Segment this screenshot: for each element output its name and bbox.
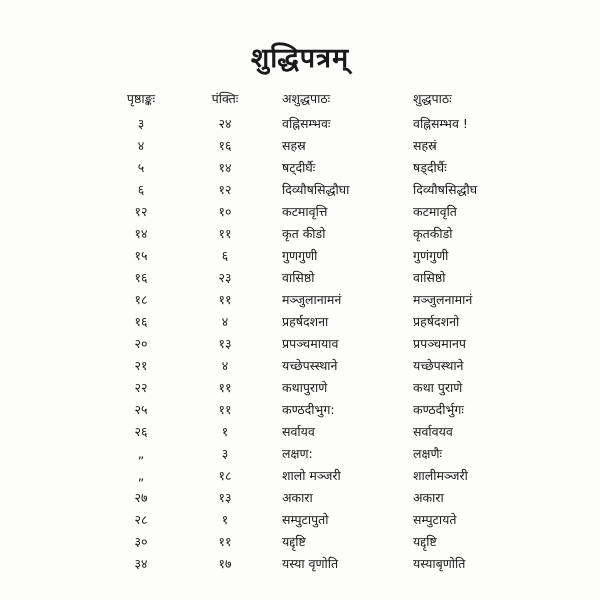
page-number: २० [134, 336, 148, 351]
table-row [0, 267, 600, 289]
incorrect-reading: गुणगुणी [282, 248, 318, 263]
correct-reading: यच्छेपस्थाने [413, 358, 464, 373]
incorrect-reading: अकारा [282, 490, 313, 505]
table-header [0, 88, 600, 110]
incorrect-reading: यद्दृष्टि [282, 534, 306, 549]
table-row [0, 201, 600, 223]
header-page-number: पृष्ठाङ्कः [126, 91, 156, 106]
table-row [0, 355, 600, 377]
incorrect-reading: सर्वायव [282, 424, 315, 439]
incorrect-reading: वासिष्ठो [282, 270, 315, 285]
page-number: ५ [137, 160, 145, 175]
page-number: १६ [134, 314, 148, 329]
incorrect-reading: लक्षण: [282, 446, 313, 461]
table-row [0, 223, 600, 245]
incorrect-reading: शालो मञ्जरी [282, 468, 341, 483]
incorrect-reading: कण्ठदीभुग: [282, 402, 335, 417]
correct-reading: वासिष्ठो [413, 270, 446, 285]
page-number: „ [137, 446, 145, 461]
correct-reading: सम्पुटायते [413, 512, 457, 527]
incorrect-reading: प्रपञ्चमायाव [282, 336, 339, 351]
table-row [0, 531, 600, 553]
table-row [0, 311, 600, 333]
header-line-number: पंक्तिः [211, 91, 239, 106]
incorrect-reading: सम्पुटापुतो [282, 512, 329, 527]
page-number: १६ [134, 270, 148, 285]
incorrect-reading: कृत कीडो [282, 226, 326, 241]
line-number: १७ [218, 556, 232, 571]
page-number: „ [137, 468, 145, 483]
line-number: ३ [221, 446, 229, 461]
page-title: शुद्धिपत्रम् [250, 43, 350, 74]
incorrect-reading: कथापुराणे [282, 380, 328, 395]
line-number: १८ [218, 468, 232, 483]
correct-reading: सर्वावयव [413, 424, 453, 439]
line-number: ११ [218, 292, 232, 307]
correct-reading: प्रहर्षदशनो [413, 314, 460, 329]
page-number: १४ [134, 226, 148, 241]
line-number: ४ [221, 358, 229, 373]
incorrect-reading: सहस्र [282, 138, 306, 153]
correct-reading: अकारा [413, 490, 444, 505]
correct-reading: यस्याबृणोति [413, 556, 466, 571]
correct-reading: शालीमञ्जरी [413, 468, 468, 483]
table-row [0, 245, 600, 267]
incorrect-reading: मञ्जुलानामनं [282, 292, 342, 307]
page-number: ३४ [134, 556, 148, 571]
correct-reading: वह्निसम्भव ! [413, 116, 468, 131]
line-number: १४ [218, 160, 232, 175]
correct-reading: प्रपञ्चमानप [413, 336, 466, 351]
table-row [0, 399, 600, 421]
correct-reading: कृतकीडो [413, 226, 453, 241]
page-number: २२ [134, 380, 148, 395]
table-row [0, 289, 600, 311]
table-row [0, 113, 600, 135]
line-number: १ [221, 512, 229, 527]
incorrect-reading: कटमावृत्ति [282, 204, 328, 219]
line-number: ११ [218, 402, 232, 417]
correct-reading: लक्षणैः [413, 446, 443, 461]
incorrect-reading: यस्या वृणोति [282, 556, 339, 571]
page-number: २८ [134, 512, 148, 527]
line-number: १३ [218, 490, 232, 505]
table-row [0, 487, 600, 509]
page-number: ३० [134, 534, 148, 549]
incorrect-reading: प्रहर्षदशना [282, 314, 329, 329]
correct-reading: कण्ठदीर्भुगः [413, 402, 464, 417]
table-row [0, 553, 600, 575]
table-row [0, 509, 600, 531]
line-number: २३ [218, 270, 232, 285]
table-row [0, 135, 600, 157]
table-row [0, 465, 600, 487]
incorrect-reading: दिव्यौषसिद्धौघा [282, 182, 350, 197]
line-number: १६ [218, 138, 232, 153]
page-number: २५ [134, 402, 148, 417]
table-row [0, 377, 600, 399]
line-number: ४ [221, 314, 229, 329]
line-number: ११ [218, 226, 232, 241]
correct-reading: कटमावृति [413, 204, 457, 219]
page-number: १८ [134, 292, 148, 307]
incorrect-reading: वह्निसम्भवः [282, 116, 331, 131]
correct-reading: मञ्जुलनामानं [413, 292, 473, 307]
line-number: ११ [218, 380, 232, 395]
correct-reading: षड्दीर्घैः [413, 160, 447, 175]
table-row [0, 157, 600, 179]
page-number: १५ [134, 248, 148, 263]
header-correct-reading: शुद्धपाठः [413, 91, 452, 106]
table-row [0, 179, 600, 201]
page-number: २६ [134, 424, 148, 439]
table-row [0, 333, 600, 355]
table-row [0, 443, 600, 465]
page-number: २७ [134, 490, 148, 505]
header-incorrect-reading: अशुद्धपाठः [282, 91, 331, 106]
incorrect-reading: यच्छेपस्स्थाने [282, 358, 338, 373]
table-row [0, 421, 600, 443]
line-number: १० [218, 204, 232, 219]
incorrect-reading: षट्दीर्घैः [282, 160, 316, 175]
page-number: ३ [137, 116, 145, 131]
correct-reading: गुणंगुणी [413, 248, 449, 263]
correct-reading: सहस्रं [413, 138, 437, 153]
correct-reading: कथा पुराणे [413, 380, 463, 395]
correct-reading: यद्दृष्टि [413, 534, 437, 549]
page-number: ४ [137, 138, 145, 153]
line-number: २४ [218, 116, 232, 131]
line-number: ११ [218, 534, 232, 549]
page-number: १२ [134, 204, 148, 219]
line-number: ६ [221, 248, 229, 263]
line-number: १२ [218, 182, 232, 197]
line-number: १ [221, 424, 229, 439]
correct-reading: दिव्यौषसिद्धौघ [413, 182, 478, 197]
line-number: १३ [218, 336, 232, 351]
page-number: २१ [134, 358, 148, 373]
page-number: ६ [137, 182, 145, 197]
